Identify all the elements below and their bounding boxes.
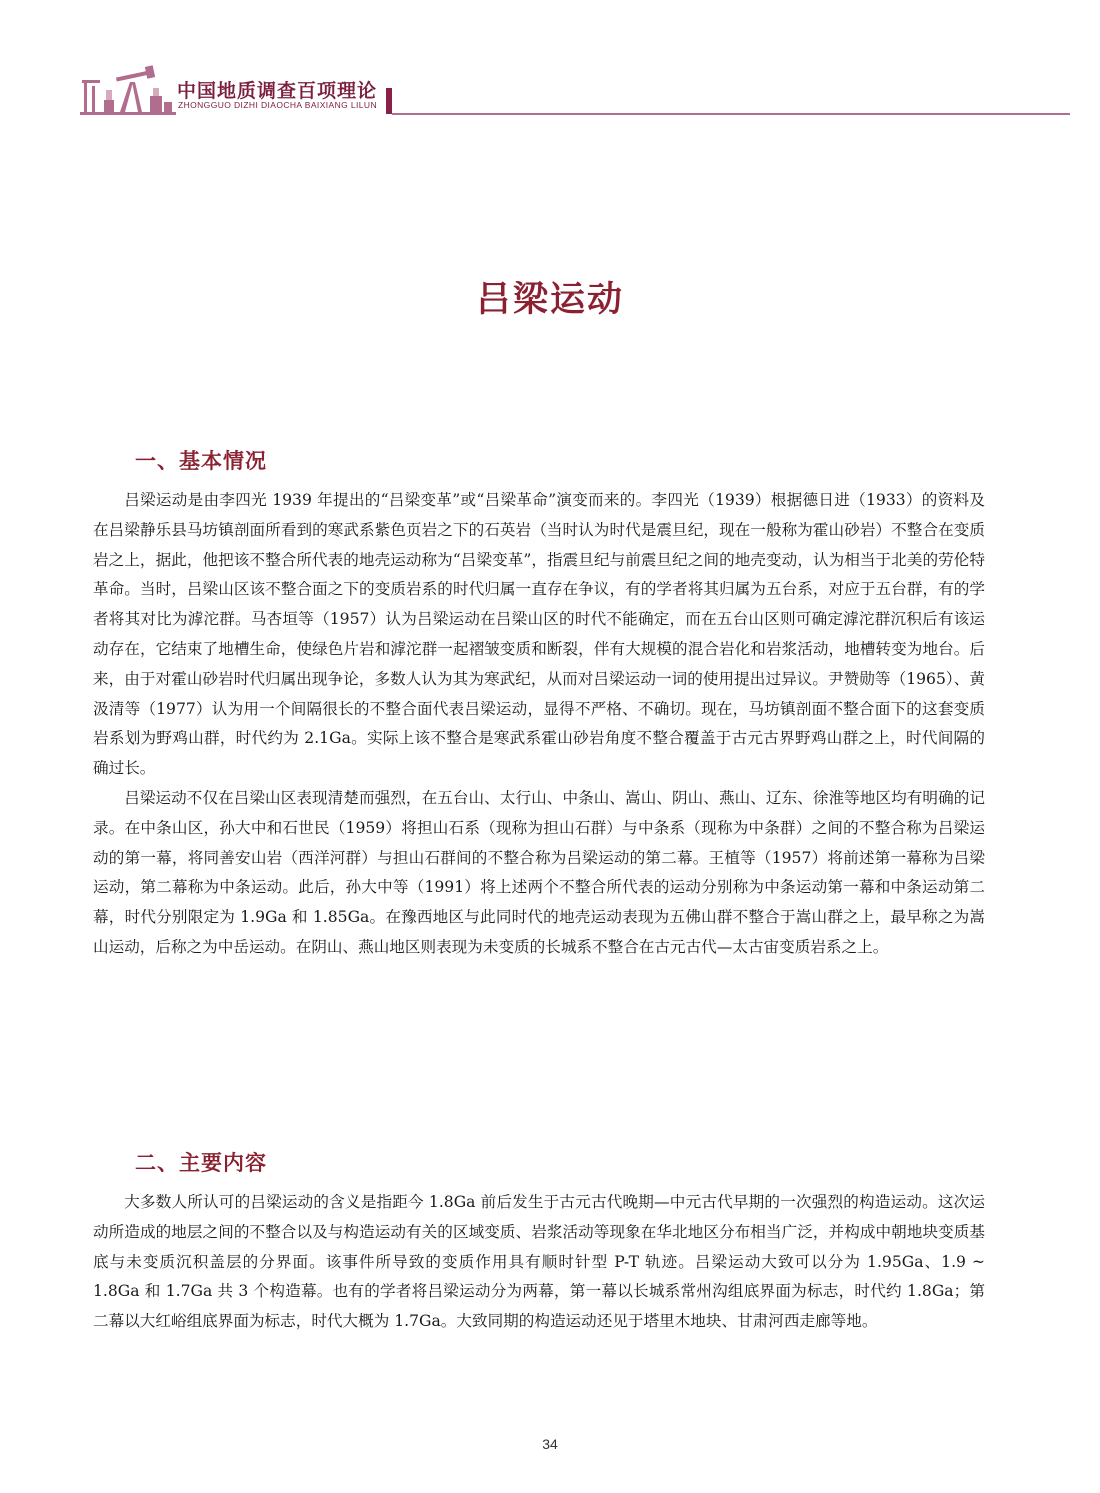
paragraph: 大多数人所认可的吕梁运动的含义是指距今 1.8Ga 前后发生于古元古代晚期—中元古代早期的一次强烈的构造运动。这次运动所造成的地层之间的不整合以及与构造运动有关的区域变质、岩浆活动等现象在华北地区分布相当广泛，并构成中朝地块变质基底与未变质沉积盖层的分界面。该事件所导致的变质作用具有顺时针型 P-T 轨迹。吕梁运动大致可以分为 1.95Ga、1.9 ~ 1.8Ga 和 1.7Ga 共 3 个构造幕。也有的学者将吕梁运动分为两幕，第一幕以长城系常州沟组底界面为标志，时代约 1.8Ga；第二幕以大红峪组底界面为标志，时代大概为 1.7Ga。大致同期的构造运动还见于塔里木地块、甘肃河西走廊等地。 xyxy=(93,1193,985,1331)
paragraph: 吕梁运动是由李四光 1939 年提出的“吕梁变革”或“吕梁革命”演变而来的。李四光（1939）根据德日进（1933）的资料及在吕梁静乐县马坊镇剖面所看到的寒武系紫色页岩之下的石英岩（当时认为时代是震旦纪，现在一般称为霍山砂岩）不整合在变质岩之上，据此，他把该不整合所代表的地壳运动称为“吕梁变革”，指震旦纪与前震旦纪之间的地壳变动，认为相当于北美的劳伦特革命。当时，吕梁山区该不整合面之下的变质岩系的时代归属一直存在争议，有的学者将其归属为五台系，对应于五台群，有的学者将其对比为滹沱群。马杏垣等（1957）认为吕梁运动在吕梁山区的时代不能确定，而在五台山区则可确定滹沱群沉积后有该运动存在，它结束了地槽生命，使绿色片岩和滹沱群一起褶皱变质和断裂，伴有大规模的混合岩化和岩浆活动，地槽转变为地台。后来，由于对霍山砂岩时代归属出现争论，多数人认为其为寒武纪，从而对吕梁运动一词的使用提出过异议。尹赞勋等（1965）、黄汲清等（1977）认为用一个间隔很长的不整合面代表吕梁运动，显得不严格、不确切。现在，马坊镇剖面不整合面下的这套变质岩系划为野鸡山群，时代约为 2.1Ga。实际上该不整合是寒武系霍山砂岩角度不整合覆盖于古元古界野鸡山群之上，时代间隔的确过长。 xyxy=(93,491,985,778)
section-body-main xyxy=(93,1188,985,1337)
header-accent-bar xyxy=(386,88,392,114)
section-heading-basic: 一、基本情况 xyxy=(135,449,267,473)
oil-pump-jack-icon xyxy=(80,62,176,118)
page-title: 吕梁运动 xyxy=(475,280,624,320)
paragraph: 吕梁运动不仅在吕梁山区表现清楚而强烈，在五台山、太行山、中条山、嵩山、阴山、燕山、辽东、徐淮等地区均有明确的记录。在中条山区，孙大中和石世民（1959）将担山石系（现称为担山石群）与中条系（现称为中条群）之间的不整合称为吕梁运动的第一幕，将同善安山岩（西洋河群）与担山石群间的不整合称为吕梁运动的第二幕。王植等（1957）将前述第一幕称为吕梁运动，第二幕称为中条运动。此后，孙大中等（1991）将上述两个不整合所代表的运动分别称为中条运动第一幕和中条运动第二幕，时代分别限定为 1.9Ga 和 1.85Ga。在豫西地区与此同时代的地壳运动表现为五佛山群不整合于嵩山群之上，最早称之为嵩山运动，后称之为中岳运动。在阴山、燕山地区则表现为未变质的长城系不整合在古元古代—太古宙变质岩系之上。 xyxy=(93,788,985,956)
section-heading-main: 二、主要内容 xyxy=(135,1151,267,1175)
series-pinyin: ZHONGGUO DIZHI DIAOCHA BAIXIANG LILUN xyxy=(178,100,377,110)
page-number: 34 xyxy=(542,1436,558,1452)
header-rule xyxy=(392,113,1070,115)
section-body-basic xyxy=(93,486,985,963)
running-header xyxy=(80,62,1070,122)
series-title: 中国地质调查百项理论 xyxy=(177,80,378,102)
